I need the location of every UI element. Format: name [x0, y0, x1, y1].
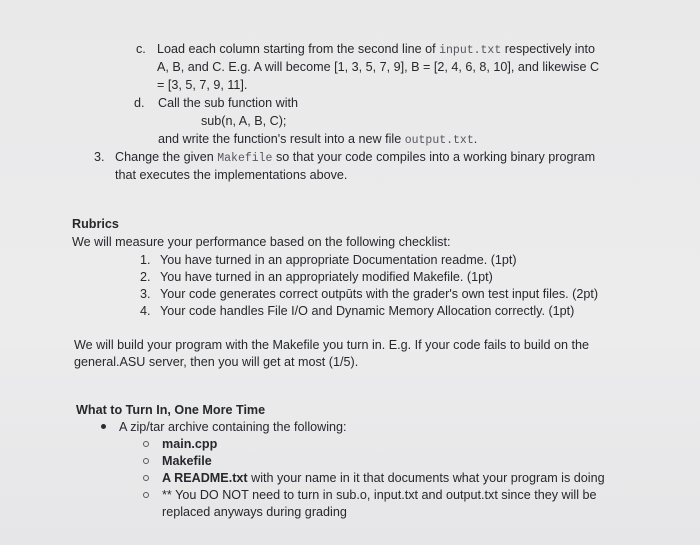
list-marker-c: c.: [136, 42, 146, 56]
rubric-item-1: You have turned in an appropriate Documentation readme. (1pt): [160, 253, 517, 267]
file-readme: A README.txt with your name in it that documents what your program is doing: [162, 471, 605, 485]
turn-in-bullet: A zip/tar archive containing the following:: [119, 420, 347, 434]
file-main-cpp: main.cpp: [162, 437, 218, 451]
item-c-line-3: = [3, 5, 7, 9, 11].: [157, 78, 248, 92]
file-makefile: Makefile: [162, 454, 212, 468]
rubric-item-3: Your code generates correct outpūts with the grader's own test input files. (2pt): [160, 287, 599, 301]
item-c-line-1: Load each column starting from the second line of input.txt respectively into: [157, 42, 596, 57]
code-input-txt: input.txt: [439, 44, 502, 57]
circle-bullet-icon: [143, 458, 149, 464]
rubric-item-4: Your code handles File I/O and Dynamic Memory Allocation correctly. (1pt): [160, 304, 575, 318]
rubric-marker-3: 3.: [140, 287, 151, 301]
build-note-line-2: general.ASU server, then you will get at most (1/5).: [74, 355, 359, 369]
build-note-line-1: We will build your program with the Makefile you turn in. E.g. If your code fails to build on the: [74, 338, 589, 352]
turn-in-note-line-1: ** You DO NOT need to turn in sub.o, input.txt and output.txt since they will be: [162, 488, 597, 502]
item-3-line-1: Change the given Makefile so that your code compiles into a working binary program: [115, 150, 596, 165]
turn-in-heading: What to Turn In, One More Time: [76, 403, 266, 417]
item-3-line-2: that executes the implementations above.: [115, 168, 348, 182]
rubric-marker-1: 1.: [140, 253, 151, 267]
rubric-marker-4: 4.: [140, 304, 151, 318]
item-d-function-call: sub(n, A, B, C);: [201, 114, 287, 128]
code-makefile: Makefile: [217, 152, 273, 165]
rubrics-heading: Rubrics: [72, 217, 119, 231]
item-d-line-3: and write the function's result into a new file output.txt.: [158, 132, 478, 147]
code-output-txt: output.txt: [404, 134, 474, 147]
circle-bullet-icon: [143, 441, 149, 447]
turn-in-note-line-2: replaced anyways during grading: [162, 505, 347, 519]
rubric-item-2: You have turned in an appropriately modified Makefile. (1pt): [160, 270, 493, 284]
circle-bullet-icon: [143, 492, 149, 498]
list-marker-3: 3.: [94, 150, 105, 164]
item-c-line-2: A, B, and C. E.g. A will become [1, 3, 5, 7, 9], B = [2, 4, 6, 8, 10], and likewise C: [157, 60, 600, 74]
circle-bullet-icon: [143, 475, 149, 481]
list-marker-d: d.: [134, 96, 145, 110]
rubric-marker-2: 2.: [140, 270, 151, 284]
bullet-icon: [101, 424, 106, 429]
rubrics-intro: We will measure your performance based on the following checklist:: [72, 235, 451, 249]
item-d-line-1: Call the sub function with: [158, 96, 299, 110]
